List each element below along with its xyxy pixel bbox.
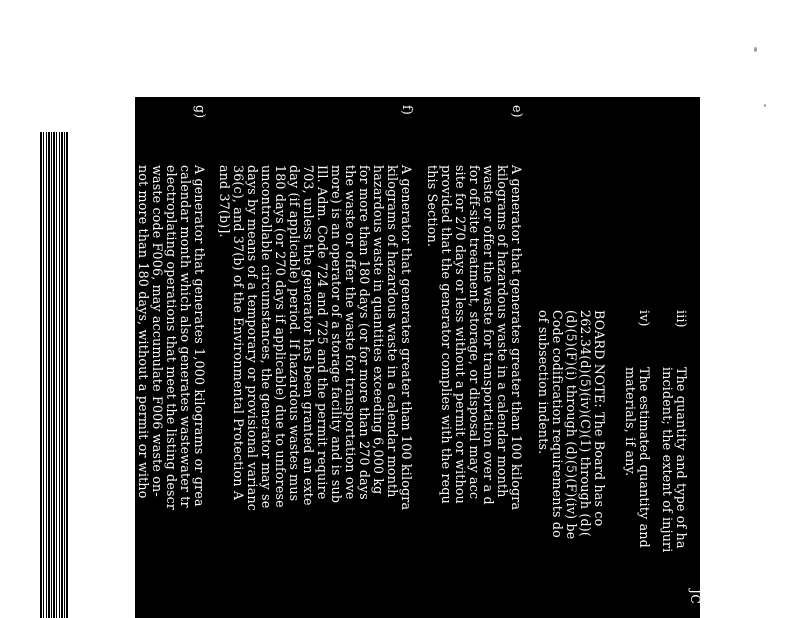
item-roman-iii: iii) [674,310,689,328]
section-label-e: e) [510,105,525,118]
barcode-strip [40,132,68,618]
section-g-line: calendar month which also generates wastewater tr [178,165,193,508]
section-f-line: hazardous waste in quantities exceeding 6,000 kg [371,165,386,495]
item-roman-iv: iv) [637,310,652,327]
section-f-line: Ill. Adm. Code 724 and 725 and the permit require [315,165,330,500]
section-f-line: day (if applicable) period. If hazardous wastes mus [287,165,302,502]
section-e-line: provided that the generator complies with the requ [439,165,454,504]
speck [764,104,766,107]
section-e-line: for off-site treatment, storage, or disposal may acc [467,165,482,500]
subitem-line: The generator has implemented pollution pr [101,237,116,529]
section-e-line: A generator that generates greater than 100 kilogra [509,165,524,511]
section-f-line: kilograms of hazardous waste in a calendar month [385,165,400,498]
section-f-line: more) is an operator of a storage facility and is sub [329,165,344,504]
speck [754,47,757,52]
section-g-line: electroplating operations that meet the listing descr [164,165,179,511]
section-e-line: site for 270 days or less without a permit or withou [453,165,468,504]
item-iv-line: The estimated quantity and [637,367,652,548]
section-f-line: and 37(b)]. [217,165,232,238]
section-e-line: kilograms of hazardous waste in a calendar month [495,165,510,498]
subitem-label: 1) [101,187,116,201]
section-e-line: waste or offer the waste for transportation over a d [481,165,496,505]
item-iv-line: materials, if any. [623,367,638,477]
board-note-line: of subsection indents. [536,310,551,455]
section-f-line: the waste or offer the waste for transportation ove [343,165,358,500]
section-f-line: days by means of a temporary or provisional varianc [245,165,260,512]
section-f-line: 703, unless the generator has been granted an exte [301,165,316,506]
board-note-line: Code codification requirements do [550,310,565,538]
section-f-line: uncontrollable circumstances, the generator may se [259,165,274,509]
section-g-line: provided that the generator fulfills the following co [122,165,137,504]
section-g-line: waste code F006, may accumulate F006 waste on- [150,165,165,497]
board-note-line: (d)(5)(F)(i) through (d)(5)(F)(iv) be [564,310,579,540]
section-e-line: this Section. [425,165,440,248]
section-f-line: 36(c), and 37(b) of the Environmental Protection A [231,165,246,501]
section-f-line: A generator that generates greater than 100 kilogra [399,165,414,511]
board-note-line: 262.34(d)(5)(iv)(C)(1) through (d)( [578,310,593,537]
item-iii-line: The quantity and type of ha [674,367,689,549]
section-g-line: A generator that generates 1,000 kilograms or grea [192,165,207,507]
scanned-page [101,97,703,618]
board-note-line: BOARD NOTE: The Board has co [592,310,607,527]
item-iii-line: incident; the extent of injuri [660,367,675,553]
section-f-line: for more than 180 days (or for more than 270 days [357,165,372,500]
section-label-g: g) [193,105,208,119]
section-f-line: 180 days (or 270 days if applicable) due to unforese [273,165,288,508]
rotated-page-text [101,97,703,618]
page-header-fragment: JC [688,589,703,605]
section-g-line: not more than 180 days, without a permit or witho [136,165,151,499]
section-label-f: f) [400,105,415,115]
